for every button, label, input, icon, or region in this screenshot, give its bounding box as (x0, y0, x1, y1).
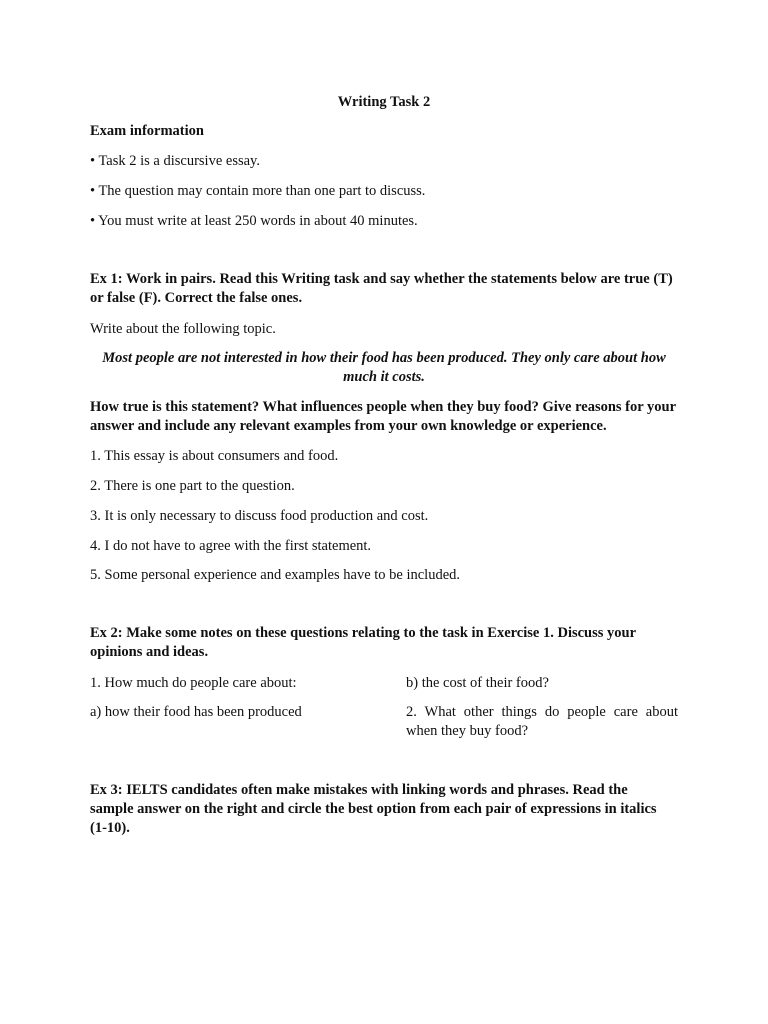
document-title: Writing Task 2 (337, 94, 431, 110)
exam-info-bullet: • The question may contain more than one part to discuss. (90, 183, 426, 199)
ex2-option-a: a) how their food has been produced (90, 704, 302, 720)
exam-info-bullet: • You must write at least 250 words in about 40 minutes. (90, 213, 418, 229)
exam-info-bullet: • Task 2 is a discursive essay. (90, 153, 260, 169)
ex1-item: 4. I do not have to agree with the first statement. (90, 538, 372, 554)
ex1-question: How true is this statement? What influences people when they buy food? Give reasons for your answer and include any relevant examples from your own knowledge or experience. (90, 399, 676, 434)
ex3-heading: Ex 3: IELTS candidates often make mistakes with linking words and phrases. Read the sample answer on the right and circle the best option from each pair of expressions in italics (1-10). (90, 782, 657, 836)
exam-info-heading: Exam information (90, 123, 204, 139)
document-page (90, 0, 678, 1024)
ex1-item: 2. There is one part to the question. (90, 478, 295, 494)
ex2-heading: Ex 2: Make some notes on these questions relating to the task in Exercise 1. Discuss your opinions and ideas. (90, 625, 636, 660)
ex2-option-b: b) the cost of their food? (406, 675, 549, 691)
ex2-question-2: 2. What other things do people care about when they buy food? (406, 704, 678, 739)
ex2-question-1: 1. How much do people care about: (90, 675, 297, 691)
ex1-item: 3. It is only necessary to discuss food production and cost. (90, 508, 429, 524)
ex1-topic: Most people are not interested in how their food has been produced. They only care about how much it costs. (102, 350, 666, 385)
ex1-item: 5. Some personal experience and examples have to be included. (90, 567, 461, 583)
ex1-heading: Ex 1: Work in pairs. Read this Writing task and say whether the statements below are true (T) or false (F). Correct the false ones. (90, 271, 673, 306)
ex1-item: 1. This essay is about consumers and food. (90, 448, 339, 464)
ex1-intro: Write about the following topic. (90, 321, 276, 337)
